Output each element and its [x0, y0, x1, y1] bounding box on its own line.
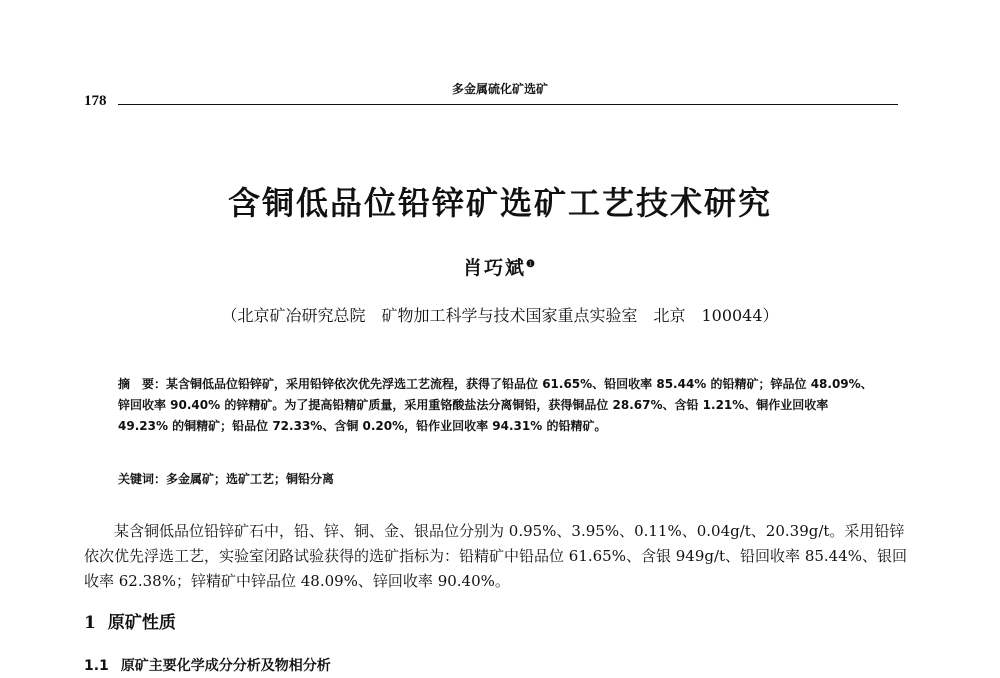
- author-line: [0, 253, 1000, 280]
- abstract-text: 某含铜低品位铅锌矿，采用铅锌依次优先浮选工艺流程，获得了铅品位 61.65%、铅回收率 85.44% 的铅精矿；锌品位 48.09%、锌回收率 90.40% 的锌精矿。为了提高铅精矿质量，采用重铬酸盐法分离铜铅，获得铜品位 28.67%、含铅 1.21%、铜作业回收率 49.23% 的铜精矿；铅品位 72.33%、含铜 0.20%，铅作业回收率 94.31% 的铅精矿。: [118, 377, 873, 433]
- keywords: [118, 470, 878, 487]
- subsection-number: 1.1: [84, 658, 109, 674]
- section-title: 原矿性质: [107, 613, 176, 633]
- abstract-label: 摘 要：: [118, 377, 167, 391]
- header-rule: [118, 104, 898, 105]
- running-header-title: 多金属硫化矿选矿: [451, 82, 548, 96]
- affiliation: （北京矿冶研究总院 矿物加工科学与技术国家重点实验室 北京 100044）: [221, 306, 779, 325]
- paper-title: 含铜低品位铅锌矿选矿工艺技术研究: [227, 184, 772, 222]
- keywords-text: 多金属矿；选矿工艺；铜铅分离: [166, 472, 335, 486]
- section-heading-1-1: [84, 655, 331, 675]
- section-heading-1: [84, 608, 176, 633]
- section-number: 1: [84, 613, 96, 633]
- body-paragraph: 某含铜低品位铅锌矿石中，铅、锌、铜、金、银品位分别为 0.95%、3.95%、0.11%、0.04g/t、20.39g/t。采用铅锌依次优先浮选工艺，实验室闭路试验获得的选矿指标为：铅精矿中铅品位 61.65%、含银 949g/t、铅回收率 85.44%、银回收率 62.38%；锌精矿中锌品位 48.09%、锌回收率 90.40%。: [84, 522, 908, 590]
- keywords-label: 关键词：: [118, 472, 167, 486]
- author-footnote-mark: ❶: [526, 259, 537, 270]
- page-number: 178: [84, 93, 107, 109]
- abstract: [118, 374, 878, 437]
- author-name: 肖巧斌: [463, 257, 527, 279]
- subsection-title: 原矿主要化学成分分析及物相分析: [120, 658, 331, 674]
